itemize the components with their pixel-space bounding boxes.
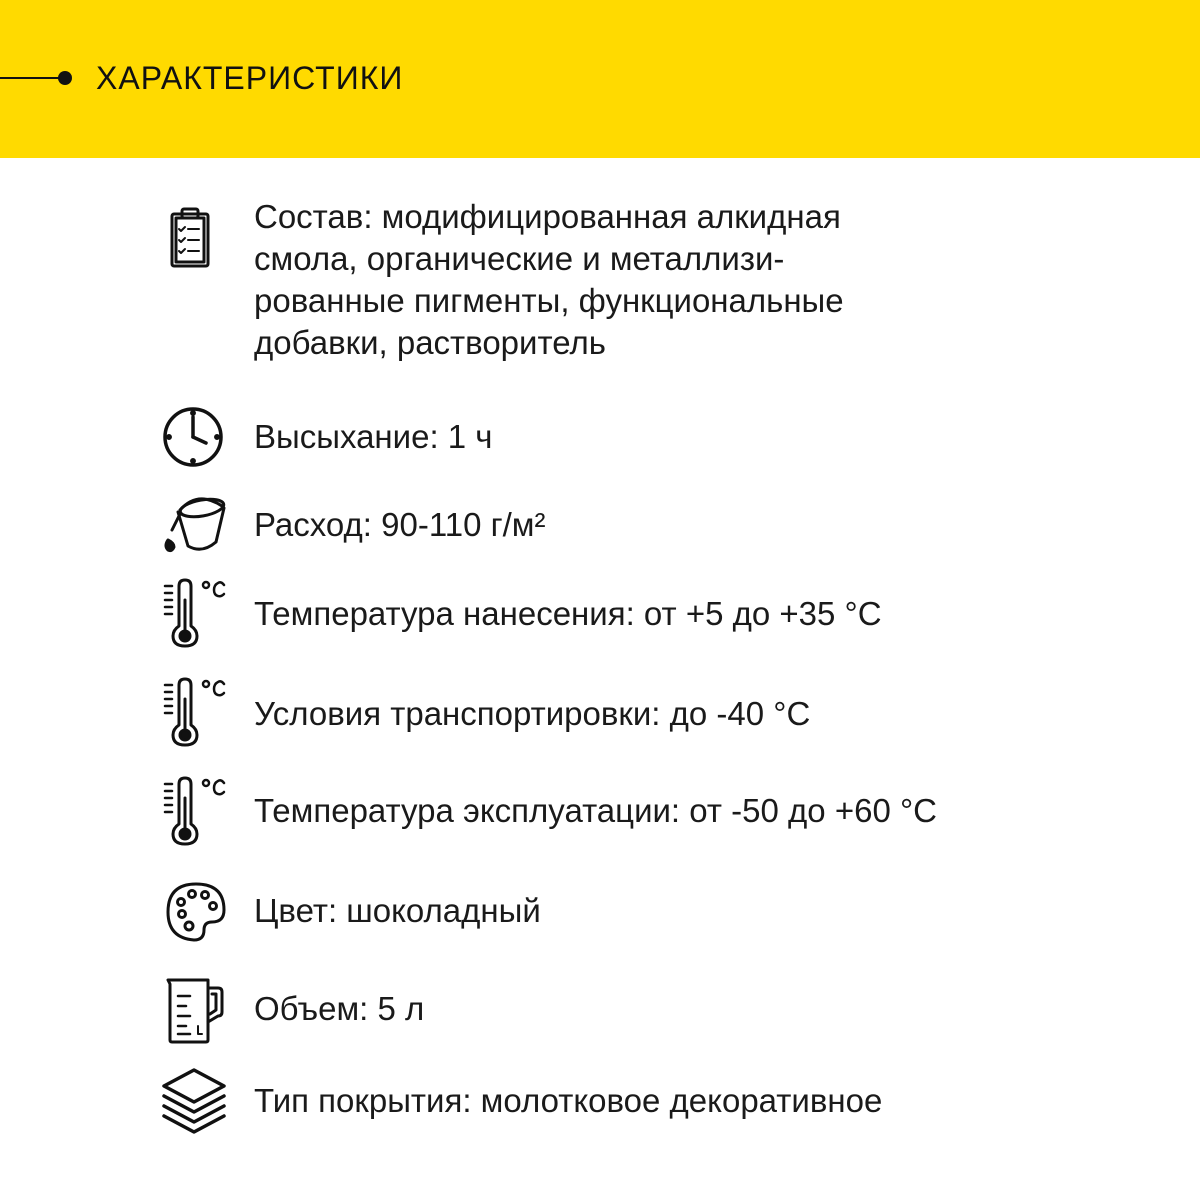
clipboard-checklist-icon	[160, 204, 220, 274]
volume-text: Объем: 5 л	[254, 990, 425, 1027]
thermometer-icon	[162, 677, 228, 747]
thermometer-icon	[162, 578, 228, 648]
palette-icon	[164, 880, 228, 944]
operating-temperature-text: Температура эксплуатации: от -50 до +60 °С	[254, 792, 937, 829]
composition-line: рованные пигменты, функциональные	[254, 282, 844, 319]
thermometer-icon	[162, 776, 228, 846]
clock-icon	[158, 402, 228, 474]
transportation-text: Условия транспортировки: до -40 °С	[254, 695, 811, 732]
header-line-decoration	[0, 77, 62, 79]
composition-line: Состав: модифицированная алкидная	[254, 198, 841, 235]
drying-text: Высыхание: 1 ч	[254, 418, 493, 455]
layers-icon	[160, 1066, 228, 1134]
coating-type-text: Тип покрытия: молотковое декоративное	[254, 1082, 883, 1119]
measuring-jug-icon	[164, 976, 226, 1046]
section-title: ХАРАКТЕРИСТИКИ	[96, 60, 404, 96]
composition-line: добавки, растворитель	[254, 324, 606, 361]
paint-bucket-icon	[158, 488, 230, 558]
color-text: Цвет: шоколадный	[254, 892, 541, 929]
composition-line: смола, органические и металлизи-	[254, 240, 785, 277]
composition-text	[254, 196, 1114, 364]
header-bar	[0, 0, 1200, 158]
header-dot-decoration	[58, 71, 72, 85]
consumption-text: Расход: 90-110 г/м²	[254, 506, 546, 543]
application-temperature-text: Температура нанесения: от +5 до +35 °С	[254, 595, 882, 632]
